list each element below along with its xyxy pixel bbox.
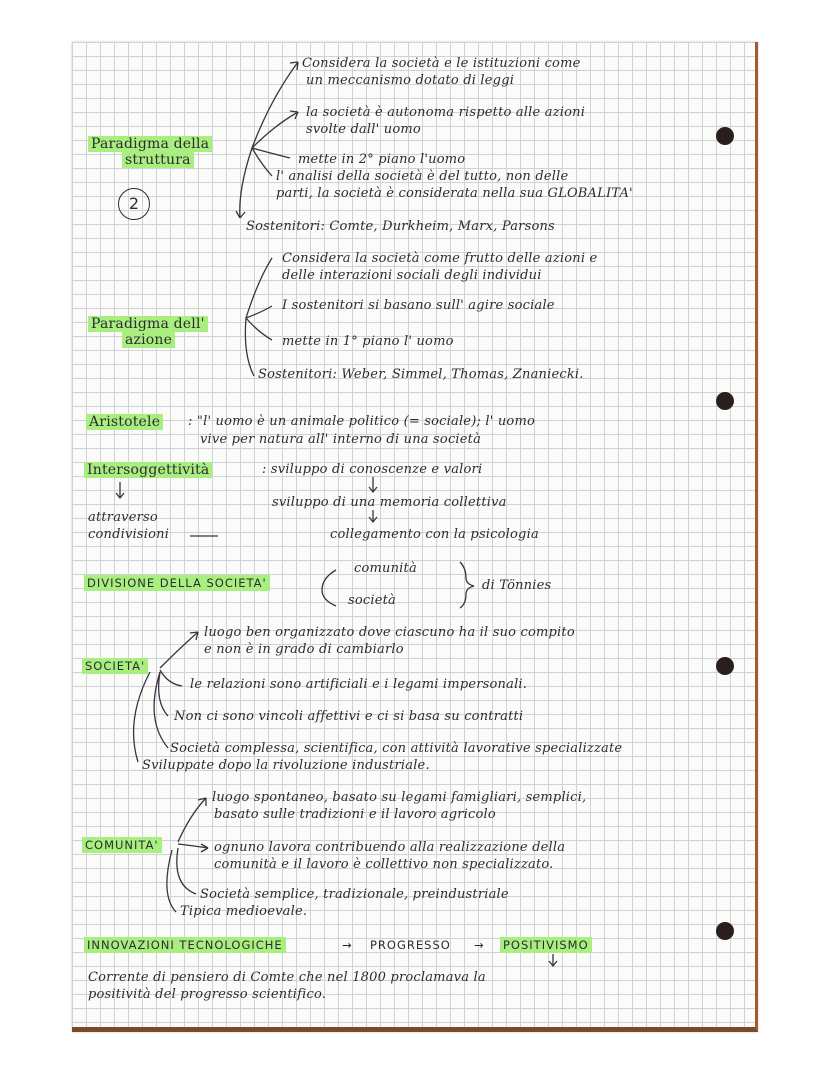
azione-title: Paradigma dell' [88, 316, 208, 332]
azione-point-2: I sostenitori si basano sull' agire sociale [282, 298, 555, 313]
divisione-comunita: comunità [354, 561, 417, 576]
struttura-point-1: Considera la società e le istituzioni come [302, 56, 581, 71]
struttura-title-2: struttura [122, 152, 194, 168]
comunita-point-1: luogo spontaneo, basato su legami famigliari, semplici, [212, 790, 587, 805]
struttura-point-3: mette in 2° piano l'uomo [298, 152, 466, 167]
divisione-societa: società [348, 593, 397, 608]
comunita-point-1-cont: basato sulle tradizioni e il lavoro agricolo [214, 807, 496, 822]
aristotele-quote: : "l' uomo è un animale politico (= sociale); l' uomo [188, 414, 536, 429]
intersoggettivita-side: attraverso [88, 510, 158, 525]
azione-title-2: azione [122, 332, 175, 348]
comunita-point-3: Società semplice, tradizionale, preindustriale [200, 887, 509, 902]
societa-point-4: Società complessa, scientifica, con attività lavorative specializzate [170, 741, 623, 756]
societa-point-1-cont: e non è in grado di cambiarlo [204, 642, 404, 657]
arrow-to-positivismo: → [474, 938, 485, 952]
societa-point-2: le relazioni sono artificiali e i legami impersonali. [190, 677, 528, 692]
aristotele-quote-cont: vive per natura all' interno di una società [200, 432, 482, 447]
innovazioni-label: INNOVAZIONI TECNOLOGICHE [84, 937, 286, 953]
divisione-label: DIVISIONE DELLA SOCIETA' [84, 575, 270, 591]
azione-sostenitori: Sostenitori: Weber, Simmel, Thomas, Znaniecki. [258, 367, 584, 382]
page-number: 2 [118, 188, 150, 220]
positivismo-label: POSITIVISMO [500, 937, 592, 953]
divisione-author: di Tönnies [482, 578, 552, 593]
intersoggettivita-side-2: condivisioni [88, 527, 170, 542]
positivismo-definition-cont: positività del progresso scientifico. [88, 987, 327, 1002]
azione-point-1-cont: delle interazioni sociali degli individui [282, 268, 542, 283]
intersoggettivita-point-3: collegamento con la psicologia [330, 527, 539, 542]
arrow-to-progresso: → [342, 938, 353, 952]
positivismo-definition: Corrente di pensiero di Comte che nel 1800 proclamava la [88, 970, 486, 985]
struttura-point-4: l' analisi della società è del tutto, non delle [276, 169, 569, 184]
struttura-point-2-cont: svolte dall' uomo [306, 122, 421, 137]
aristotele-label: Aristotele [86, 414, 163, 430]
azione-point-3: mette in 1° piano l' uomo [282, 334, 454, 349]
intersoggettivita-point-2: sviluppo di una memoria collettiva [272, 495, 507, 510]
azione-point-1: Considera la società come frutto delle azioni e [282, 251, 598, 266]
struttura-point-4-cont: parti, la società è considerata nella sua GLOBALITA' [276, 186, 633, 201]
comunita-label: COMUNITA' [82, 837, 162, 853]
societa-point-4-cont: Sviluppate dopo la rivoluzione industriale. [142, 758, 430, 773]
societa-point-1: luogo ben organizzato dove ciascuno ha il suo compito [204, 625, 575, 640]
struttura-point-2: la società è autonoma rispetto alle azioni [306, 105, 586, 120]
struttura-point-1-cont: un meccanismo dotato di leggi [306, 73, 515, 88]
comunita-point-3-cont: Tipica medioevale. [180, 904, 308, 919]
comunita-point-2-cont: comunità e il lavoro è collettivo non specializzato. [214, 857, 554, 872]
intersoggettivita-point-1: : sviluppo di conoscenze e valori [262, 462, 483, 477]
struttura-title: Paradigma della [88, 136, 212, 152]
comunita-point-2: ognuno lavora contribuendo alla realizzazione della [214, 840, 566, 855]
intersoggettivita-label: Intersoggettività [84, 462, 212, 478]
progresso-label: PROGRESSO [370, 938, 451, 952]
societa-point-3: Non ci sono vincoli affettivi e ci si basa su contratti [174, 709, 524, 724]
struttura-sostenitori: Sostenitori: Comte, Durkheim, Marx, Parsons [246, 219, 555, 234]
societa-label: SOCIETA' [82, 658, 148, 674]
